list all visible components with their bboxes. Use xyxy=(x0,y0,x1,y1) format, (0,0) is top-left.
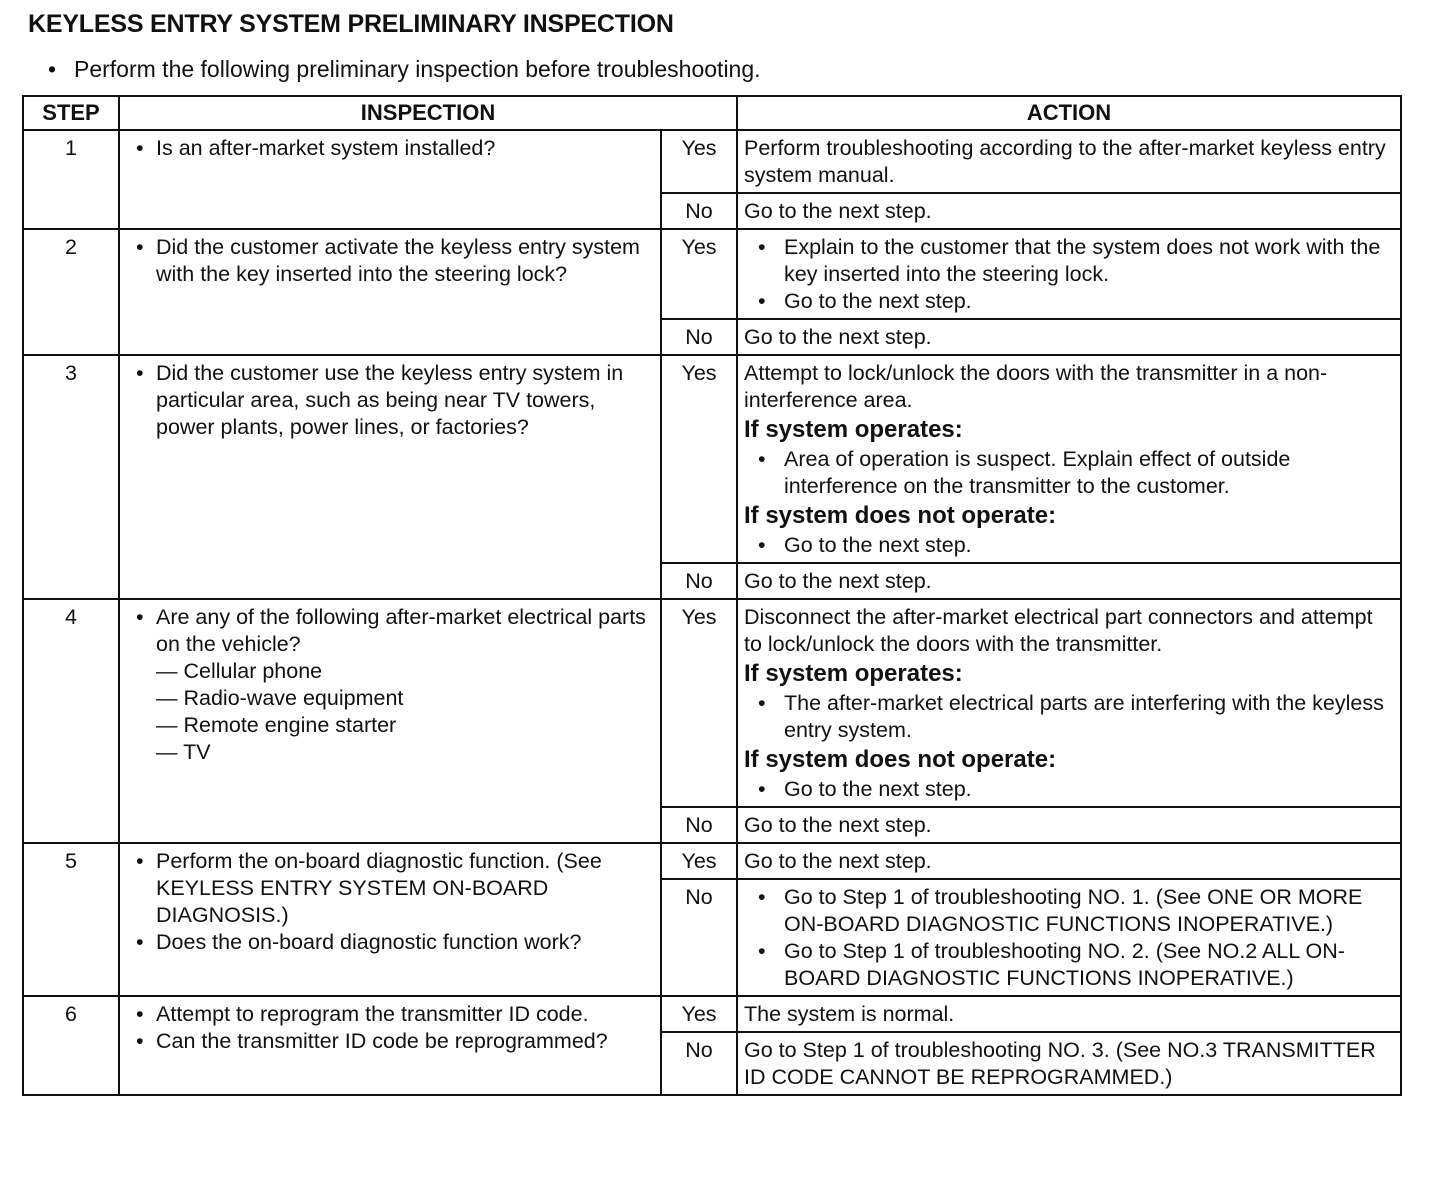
action-text: Disconnect the after-market electrical part connectors and attempt to lock/unlock the doors with the transmitter. xyxy=(744,605,1373,656)
header-action: ACTION xyxy=(737,96,1401,130)
action-cell: Go to the next step. xyxy=(737,563,1401,599)
action-cell: Go to Step 1 of troubleshooting NO. 3. (See NO.3 TRANSMITTER ID CODE CANNOT BE REPROGRAMMED.) xyxy=(737,1032,1401,1095)
table-row xyxy=(23,599,1401,807)
page-title: KEYLESS ENTRY SYSTEM PRELIMINARY INSPECTION xyxy=(28,10,674,38)
inspection-item: • Can the transmitter ID code be reprogrammed? xyxy=(126,1028,654,1055)
part-item: — TV xyxy=(156,740,211,764)
yes-label: Yes xyxy=(661,599,737,807)
step-number: 4 xyxy=(23,599,119,843)
action-bullet: • Go to Step 1 of troubleshooting NO. 1. (See ONE OR MORE ON-BOARD DIAGNOSTIC FUNCTIONS INOPERATIVE.) xyxy=(744,884,1394,938)
inspection-item: • Perform the on-board diagnostic function. (See KEYLESS ENTRY SYSTEM ON-BOARD DIAGNOSIS.) xyxy=(126,848,654,929)
no-label: No xyxy=(661,563,737,599)
yes-label: Yes xyxy=(661,843,737,879)
intro-line xyxy=(48,56,761,83)
action-bullet: • Go to the next step. xyxy=(744,532,1394,559)
action-cell: Go to the next step. xyxy=(737,193,1401,229)
part-item: — Cellular phone xyxy=(156,659,323,683)
step-number: 2 xyxy=(23,229,119,355)
inspection-item: • Does the on-board diagnostic function work? xyxy=(126,929,654,956)
step-number: 5 xyxy=(23,843,119,996)
condition-heading: If system operates: xyxy=(744,416,963,443)
action-bullet: • Go to the next step. xyxy=(744,288,1394,315)
condition-heading: If system does not operate: xyxy=(744,502,1057,529)
yes-label: Yes xyxy=(661,130,737,193)
action-bullet: • The after-market electrical parts are interfering with the keyless entry system. xyxy=(744,690,1394,744)
inspection-table xyxy=(22,95,1402,1096)
no-label: No xyxy=(661,807,737,843)
step-number: 1 xyxy=(23,130,119,229)
header-inspection: INSPECTION xyxy=(119,96,737,130)
action-cell: Go to the next step. xyxy=(737,843,1401,879)
no-label: No xyxy=(661,319,737,355)
step-number: 6 xyxy=(23,996,119,1095)
action-cell: Go to the next step. xyxy=(737,319,1401,355)
no-label: No xyxy=(661,193,737,229)
action-cell: Go to the next step. xyxy=(737,807,1401,843)
inspection-item: • Attempt to reprogram the transmitter ID code. xyxy=(126,1001,654,1028)
inspection-cell xyxy=(119,355,661,599)
part-item: — Remote engine starter xyxy=(156,713,397,737)
bullet-icon: • xyxy=(48,56,57,82)
table-row xyxy=(23,996,1401,1032)
action-bullet: • Explain to the customer that the system does not work with the key inserted into the steering lock. xyxy=(744,234,1394,288)
action-bullet: • Area of operation is suspect. Explain effect of outside interference on the transmitter to the customer. xyxy=(744,446,1394,500)
header-row xyxy=(23,96,1401,130)
action-text: Attempt to lock/unlock the doors with the transmitter in a non-interference area. xyxy=(744,361,1328,412)
inspection-cell xyxy=(119,599,661,843)
table-row xyxy=(23,843,1401,879)
inspection-cell xyxy=(119,996,661,1095)
table-row xyxy=(23,355,1401,563)
action-cell xyxy=(737,879,1401,996)
condition-heading: If system does not operate: xyxy=(744,746,1057,773)
action-cell: Perform troubleshooting according to the after-market keyless entry system manual. xyxy=(737,130,1401,193)
yes-label: Yes xyxy=(661,229,737,319)
inspection-cell xyxy=(119,229,661,355)
action-cell: The system is normal. xyxy=(737,996,1401,1032)
header-step: STEP xyxy=(23,96,119,130)
no-label: No xyxy=(661,879,737,996)
table-row xyxy=(23,130,1401,193)
action-cell xyxy=(737,229,1401,319)
condition-heading: If system operates: xyxy=(744,660,963,687)
inspection-item: • Did the customer activate the keyless entry system with the key inserted into the steering lock? xyxy=(126,234,654,288)
intro-text: Perform the following preliminary inspection before troubleshooting. xyxy=(74,56,761,82)
action-cell xyxy=(737,355,1401,563)
no-label: No xyxy=(661,1032,737,1095)
part-item: — Radio-wave equipment xyxy=(156,686,404,710)
step-number: 3 xyxy=(23,355,119,599)
yes-label: Yes xyxy=(661,996,737,1032)
action-cell xyxy=(737,599,1401,807)
inspection-cell xyxy=(119,130,661,229)
inspection-item: • Is an after-market system installed? xyxy=(126,135,654,162)
table-row xyxy=(23,229,1401,319)
yes-label: Yes xyxy=(661,355,737,563)
inspection-cell xyxy=(119,843,661,996)
inspection-item: • Are any of the following after-market electrical parts on the vehicle? xyxy=(126,604,654,658)
action-bullet: • Go to the next step. xyxy=(744,776,1394,803)
inspection-item: • Did the customer use the keyless entry system in particular area, such as being near TV towers, power plants, power lines, or factories? xyxy=(126,360,654,441)
action-bullet: • Go to Step 1 of troubleshooting NO. 2. (See NO.2 ALL ON-BOARD DIAGNOSTIC FUNCTIONS INOPERATIVE.) xyxy=(744,938,1394,992)
